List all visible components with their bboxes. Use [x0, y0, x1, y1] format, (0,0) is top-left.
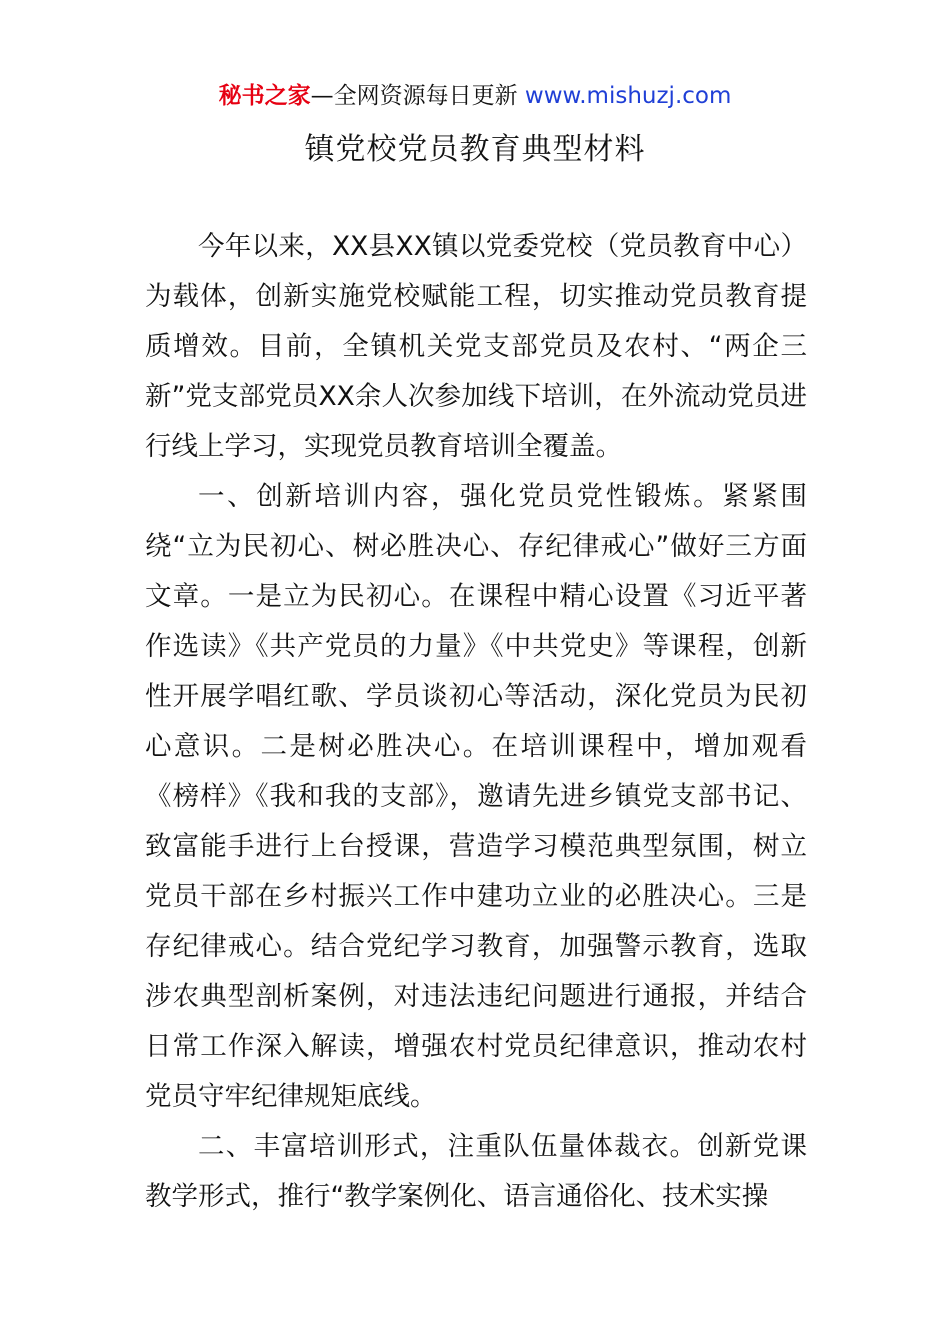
site-header: [0, 80, 950, 112]
document-title: 镇党校党员教育典型材料: [304, 132, 646, 167]
site-url[interactable]: www.mishuzj.com: [524, 83, 732, 109]
site-tagline: —全网资源每日更新: [310, 83, 525, 109]
paragraph-section-2: 二、丰富培训形式，注重队伍量体裁衣。创新党课教学形式，推行“教学案例化、语言通俗化、技术实操: [145, 1131, 807, 1212]
site-brand: 秘书之家: [218, 83, 311, 109]
paragraph-intro: 今年以来，XX县XX镇以党委党校（党员教育中心）为载体，创新实施党校赋能工程，切实推动党员教育提质增效。目前，全镇机关党支部党员及农村、“两企三新”党支部党员XX余人次参加线下培训，在外流动党员进行线上学习，实现党员教育培训全覆盖。: [145, 231, 807, 462]
document-body: [145, 222, 807, 1222]
paragraph-section-1: 一、创新培训内容，强化党员党性锻炼。紧紧围绕“立为民初心、树必胜决心、存纪律戒心”做好三方面文章。一是立为民初心。在课程中精心设置《习近平著作选读》《共产党员的力量》《中共党史》等课程，创新性开展学唱红歌、学员谈初心等活动，深化党员为民初心意识。二是树必胜决心。在培训课程中，增加观看《榜样》《我和我的支部》，邀请先进乡镇党支部书记、致富能手进行上台授课，营造学习模范典型氛围，树立党员干部在乡村振兴工作中建功立业的必胜决心。三是存纪律戒心。结合党纪学习教育，加强警示教育，选取涉农典型剖析案例，对违法违纪问题进行通报，并结合日常工作深入解读，增强农村党员纪律意识，推动农村党员守牢纪律规矩底线。: [145, 481, 807, 1112]
